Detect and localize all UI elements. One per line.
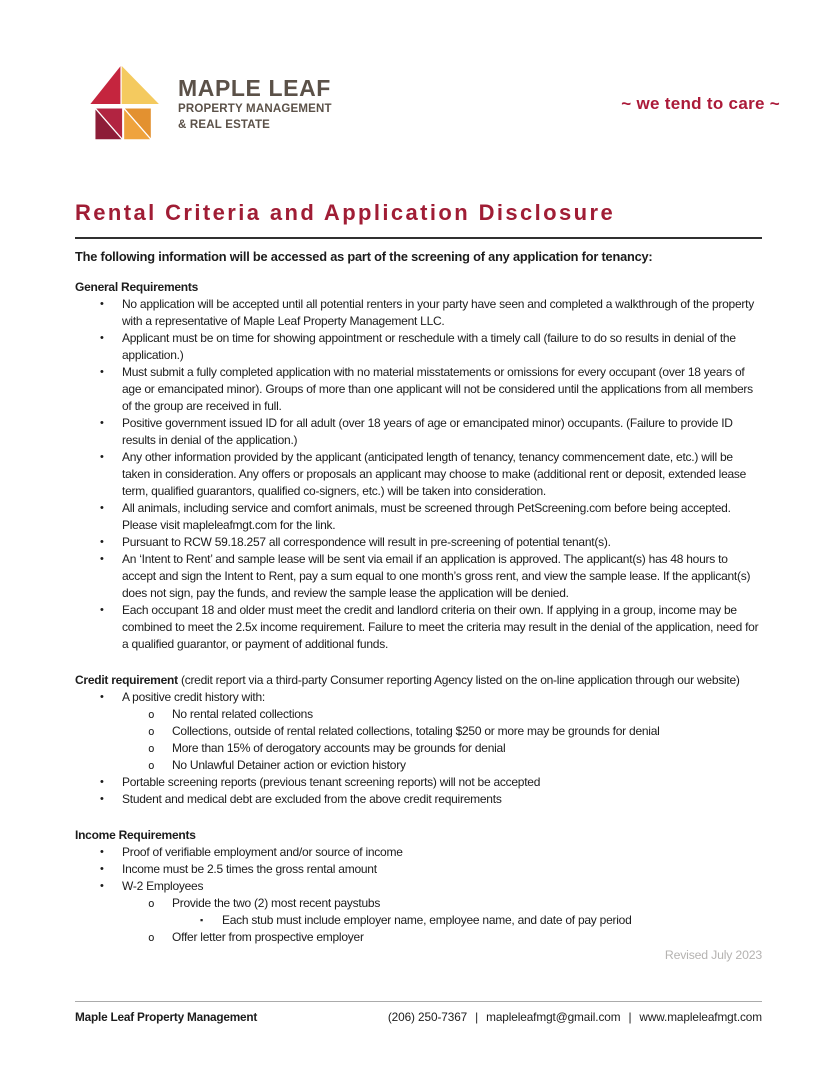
list-item-text: Proof of verifiable employment and/or source of income <box>122 845 403 859</box>
document-header <box>0 0 835 144</box>
logo-subtitle-property-management: PROPERTY MANAGEMENT <box>178 103 332 115</box>
list-item <box>148 757 762 774</box>
bullet-marker: • <box>100 553 104 565</box>
list-item <box>148 929 762 946</box>
list-item-text: An ‘Intent to Rent’ and sample lease will be sent via email if an application is approved. The applicant(s) has 48 hours to accept and sign the Intent to Rent, pay a sum equal to one month’s gross rent, and view the sample lease. If the applicant(s) does not sign, pay the funds, and review the sample lease the application will be denied. <box>122 552 751 600</box>
footer-phone: (206) 250-7367 <box>387 1010 468 1024</box>
bullet-marker: • <box>100 332 104 344</box>
list-item-text: No rental related collections <box>172 707 313 721</box>
bullet-marker: • <box>100 451 104 463</box>
logo-subtitle-real-estate: & REAL ESTATE <box>178 119 271 131</box>
list-item-text: No application will be accepted until all potential renters in your party have seen and completed a walkthrough of the property with a representative of Maple Leaf Property Management LLC. <box>122 297 754 328</box>
list-item-text: Student and medical debt are excluded from the above credit requirements <box>122 792 502 806</box>
section-general-requirements <box>75 279 762 653</box>
list-item <box>100 500 762 534</box>
list-item-text: More than 15% of derogatory accounts may be grounds for denial <box>172 741 506 755</box>
footer-company-name: Maple Leaf Property Management <box>75 1010 258 1024</box>
list-item <box>100 534 762 551</box>
footer-contact-info <box>388 1010 762 1024</box>
list-item-text: A positive credit history with: <box>122 690 265 704</box>
list-item <box>100 449 762 500</box>
bullet-marker: • <box>100 536 104 548</box>
footer-separator: | <box>628 1010 632 1024</box>
section-heading: Credit requirement (credit report via a third-party Consumer reporting Agency listed on the on-line application through our website) <box>75 673 740 687</box>
logo-company-name: MAPLE LEAF <box>178 75 331 101</box>
bullet-marker: • <box>100 776 104 788</box>
roof-left-triangle <box>89 64 121 104</box>
list-item <box>100 791 762 808</box>
list-item <box>100 844 762 861</box>
list-item <box>100 551 762 602</box>
page-title: Rental Criteria and Application Disclosure <box>75 200 616 225</box>
section-income-requirements <box>75 827 762 946</box>
bullet-marker: • <box>100 880 104 892</box>
title-divider <box>75 237 762 239</box>
list-item <box>100 878 762 895</box>
list-item <box>100 861 762 878</box>
list-item-text: Provide the two (2) most recent paystubs <box>172 896 381 910</box>
bullet-marker: • <box>100 417 104 429</box>
footer-website: www.mapleleafmgt.com <box>639 1010 762 1024</box>
list-item-text: Offer letter from prospective employer <box>172 930 364 944</box>
list-item <box>200 912 762 929</box>
list-item-text: Each occupant 18 and older must meet the credit and landlord criteria on their own. If applying in a group, income may be combined to meet the 2.5x income requirement. Failure to meet the criteria may result in the denial of the application, need for a qualified guarantor, or payment of additional funds. <box>122 603 759 651</box>
list-item-text: Positive government issued ID for all adult (over 18 years of age or emancipated minor) occupants. (Failure to provide ID results in denial of the application.) <box>122 416 733 447</box>
document-footer <box>75 1001 762 1024</box>
list-item <box>148 895 762 912</box>
list-item-text: Collections, outside of rental related collections, totaling $250 or more may be grounds for denial <box>172 724 660 738</box>
bullet-marker: ▪ <box>200 915 203 925</box>
maple-leaf-house-logo-icon <box>85 62 167 144</box>
sections-container <box>75 279 762 946</box>
list-item-text: W-2 Employees <box>122 879 204 893</box>
list-item <box>148 723 762 740</box>
bullet-marker: • <box>100 604 104 616</box>
list-item-text: Must submit a fully completed application with no material misstatements or omissions for every occupant (over 18 years of age or emancipated minor). Groups of more than one applicant will not be considered until the applications from all members of the group are received in full. <box>122 365 753 413</box>
bullet-marker: o <box>148 725 155 738</box>
bullet-marker: • <box>100 846 104 858</box>
list-item-text: Applicant must be on time for showing appointment or reschedule with a timely call (failure to do so results in denial of the application.) <box>122 331 736 362</box>
list-item <box>100 296 762 330</box>
footer-email: mapleleafmgt@gmail.com <box>486 1010 621 1024</box>
bullet-marker: • <box>100 793 104 805</box>
bullet-marker: • <box>100 502 104 514</box>
footer-separator: | <box>475 1010 479 1024</box>
intro-statement: The following information will be accessed as part of the screening of any application for tenancy: <box>75 249 653 264</box>
list-item <box>148 706 762 723</box>
bullet-marker: o <box>148 897 155 910</box>
bullet-marker: o <box>148 742 155 755</box>
section-heading: General Requirements <box>75 280 199 294</box>
logo-wordmark <box>178 76 332 144</box>
list-item <box>100 330 762 364</box>
list-item <box>100 415 762 449</box>
bullet-marker: o <box>148 759 155 772</box>
list-item-text: Portable screening reports (previous tenant screening reports) will not be accepted <box>122 775 541 789</box>
list-item <box>148 740 762 757</box>
list-item <box>100 689 762 706</box>
list-item-text: Pursuant to RCW 59.18.257 all correspondence will result in pre-screening of potential tenant(s). <box>122 535 611 549</box>
bullet-marker: • <box>100 863 104 875</box>
list-item-text: Any other information provided by the applicant (anticipated length of tenancy, tenancy commencement date, etc.) will be taken in consideration. Any offers or proposals an applicant may choose to make (additional rent or deposit, extended lease term, qualified guarantors, qualified co-signers, etc.) will be taken into consideration. <box>122 450 747 498</box>
bullet-marker: • <box>100 298 104 310</box>
roof-right-triangle <box>121 64 160 104</box>
bullet-marker: • <box>100 691 104 703</box>
bullet-marker: • <box>100 366 104 378</box>
list-item <box>100 774 762 791</box>
bullet-marker: o <box>148 931 155 944</box>
revised-date-note: Revised July 2023 <box>664 948 762 962</box>
section-credit-requirement <box>75 672 762 808</box>
list-item-text: Each stub must include employer name, employee name, and date of pay period <box>222 913 632 927</box>
list-item-text: No Unlawful Detainer action or eviction history <box>172 758 406 772</box>
list-item <box>100 364 762 415</box>
logo <box>85 62 332 144</box>
list-item-text: All animals, including service and comfort animals, must be screened through PetScreening.com before being accepted. Please visit mapleleafmgt.com for the link. <box>122 501 731 532</box>
section-heading: Income Requirements <box>75 828 196 842</box>
company-tagline: ~ we tend to care ~ <box>621 94 780 113</box>
bullet-marker: o <box>148 708 155 721</box>
list-item-text: Income must be 2.5 times the gross rental amount <box>122 862 377 876</box>
list-item <box>100 602 762 653</box>
